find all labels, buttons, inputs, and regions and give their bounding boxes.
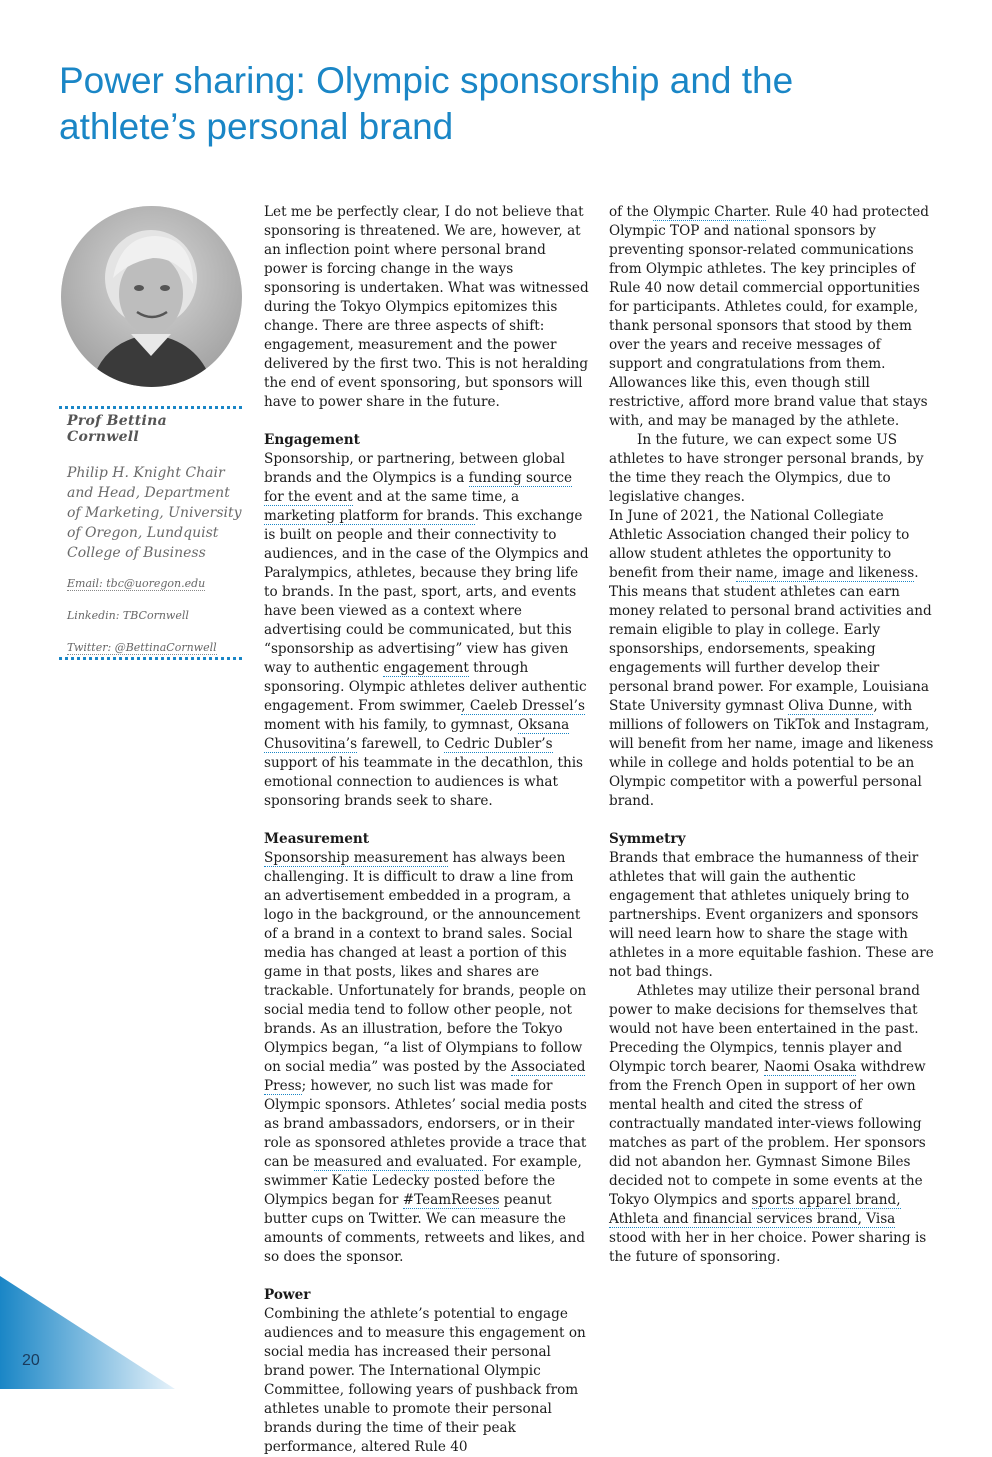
portrait-image [61, 206, 242, 387]
author-twitter[interactable]: Twitter: @BettinaCornwell [67, 641, 217, 654]
link-naomi-osaka[interactable]: Naomi Osaka [763, 1059, 857, 1075]
heading-engagement: Engagement [264, 432, 360, 448]
link-associated-press[interactable]: Associated Press [264, 1059, 586, 1094]
page-title: Power sharing: Olympic sponsorship and the athlete’s personal brand [59, 60, 794, 147]
article-column-1 [264, 203, 590, 1457]
author-sidebar [59, 206, 244, 660]
page-number: 20 [22, 1352, 40, 1369]
author-name: Prof Bettina Cornwell [67, 413, 167, 445]
engagement-paragraph: Sponsorship, or partnering, between global brands and the Olympics is a funding source for the event and at the same time, a marketing platform for brands. This exchange is built on people and their connectivity to audiences, and in the case of the Olympics and Paralympics, athletes, because they bring life to brands. In the past, sport, arts, and events have been viewed as a context where advertising could be communicated, but this “sponsorship as advertising” view has given way to authentic engagement through sponsoring. Olympic athletes deliver authentic engagement. From swimmer, Caeleb Dressel’s moment with his family, to gymnast, Oksana Chusovitina’s farewell, to Cedric Dubler’s support of his teammate in the decathlon, this emotional connection to audiences is what sponsoring brands seek to share. [264, 451, 589, 809]
link-engagement[interactable]: engagement [383, 660, 469, 676]
link-marketing-platform[interactable]: marketing platform for brands [264, 508, 475, 524]
measurement-paragraph: Sponsorship measurement has always been challenging. It is difficult to draw a line from an advertisement embedded in a program, a logo in the background, or the announcement of a brand in a context to brand sales. Social media has changed at least a portion of this game in that posts, likes and shares are trackable. Unfortunately for brands, people on social media tend to follow other people, not brands. As an illustration, before the Tokyo Olympics began, “a list of Olympians to follow on social media” was posted by the Associated Press; however, no such list was made for Olympic sponsors. Athletes’ social media posts as brand ambassadors, endorsers, or in their role as sponsored athletes provide a trace that can be measured and evaluated. For example, swimmer Katie Ledecky posted before the Olympics began for #TeamReeses peanut butter cups on Twitter. We can measure the amounts of comments, retweets and likes, and so does the sponsor. [264, 850, 587, 1265]
author-role: Philip H. Knight Chair and Head, Department of Marketing, University of Oregon, Lundquist College of Business [67, 465, 242, 561]
link-name-image-likeness[interactable]: name, image and likeness [735, 565, 915, 581]
heading-symmetry: Symmetry [609, 831, 686, 847]
corner-decoration [0, 1276, 175, 1403]
link-cedric-dubler[interactable]: Cedric Dubler’s [444, 736, 553, 752]
power-paragraph: Combining the athlete’s potential to engage audiences and to measure this engagement on social media has increased their personal brand power. The International Olympic Committee, following years of pushback from athletes unable to promote their personal brands during the time of their peak performance, altered Rule 40 [264, 1306, 586, 1455]
author-email[interactable]: Email: tbc@uoregon.edu [67, 577, 206, 590]
intro-paragraph: Let me be perfectly clear, I do not believe that sponsoring is threatened. We are, however, at an inflection point where personal brand power is forcing change in the ways sponsoring is undertaken. What was witnessed during the Tokyo Olympics epitomizes this change. There are three aspects of shift: engagement, measurement and the power delivered by the first two. This is not heralding the end of event sponsoring, but sponsors will have to power share in the future. [264, 204, 589, 410]
link-funding-source[interactable]: funding source for the event [264, 470, 573, 505]
link-oksana-chusovitina[interactable]: Oksana Chusovitina’s [264, 717, 570, 752]
link-caeleb-dressel[interactable]: , Caeleb Dressel’s [461, 698, 585, 714]
ncaa-paragraph: In June of 2021, the National Collegiate Athletic Association changed their policy to allow student athletes the opportunity to benefit from their name, image and likeness. This means that student athletes can earn money related to personal brand activities and remain eligible to play in college. Early sponsorships, endorsements, speaking engagements will further develop their personal brand power. For example, Louisiana State University gymnast Oliva Dunne, with millions of followers on TikTok and Instagram, will benefit from her name, image and likeness while in college and holds potential to be an Olympic competitor with a powerful personal brand. [609, 508, 934, 809]
link-athleta-visa[interactable]: sports apparel brand, Athleta and financial services brand, Visa [609, 1192, 901, 1227]
divider-top [59, 406, 242, 409]
author-linkedin: Linkedin: TBCornwell [67, 609, 189, 622]
author-portrait [61, 206, 242, 387]
athletes-paragraph: Athletes may utilize their personal brand power to make decisions for themselves that would not have been entertained in the past. Preceding the Olympics, tennis player and Olympic torch bearer, Naomi Osaka withdrew from the French Open in support of her own mental health and cited the stress of contractually mandated inter-views following matches as part of the problem. Her sponsors did not abandon her. Gymnast Simone Biles decided not to compete in some events at the Tokyo Olympics and sports apparel brand, Athleta and financial services brand, Visa stood with her in her choice. Power sharing is the future of sponsoring. [609, 983, 927, 1265]
symmetry-paragraph: Brands that embrace the humanness of their athletes that will gain the authentic engagement that athletes uniquely bring to partnerships. Event organizers and sponsors will need learn how to share the stage with athletes in a more equitable fashion. These are not bad things. [609, 850, 934, 980]
link-sponsorship-measurement[interactable]: Sponsorship measurement [264, 850, 449, 866]
heading-power: Power [264, 1287, 311, 1303]
link-olympic-charter[interactable]: Olympic Charter [653, 204, 767, 220]
divider-bottom [59, 657, 242, 660]
future-paragraph: In the future, we can expect some US athletes to have stronger personal brands, by the time they reach the Olympics, due to legislative changes. [609, 432, 924, 505]
link-teamreeses[interactable]: #TeamReeses [402, 1192, 500, 1208]
link-oliva-dunne[interactable]: Oliva Dunne [788, 698, 874, 714]
heading-measurement: Measurement [264, 831, 370, 847]
link-measured-evaluated[interactable]: measured and evaluated [313, 1154, 484, 1170]
rule40-paragraph: of the Olympic Charter. Rule 40 had protected Olympic TOP and national sponsors by preventing sponsor-related communications from Olympic athletes. The key principles of Rule 40 now detail commercial opportunities for participants. Athletes could, for example, thank personal sponsors that stood by them over the years and receive messages of support and congratulations from them. Allowances like this, even though still restrictive, afford more brand value that stays with, and may be managed by the athlete. [609, 204, 930, 429]
author-info [59, 413, 244, 655]
article-column-2 [609, 203, 935, 1267]
